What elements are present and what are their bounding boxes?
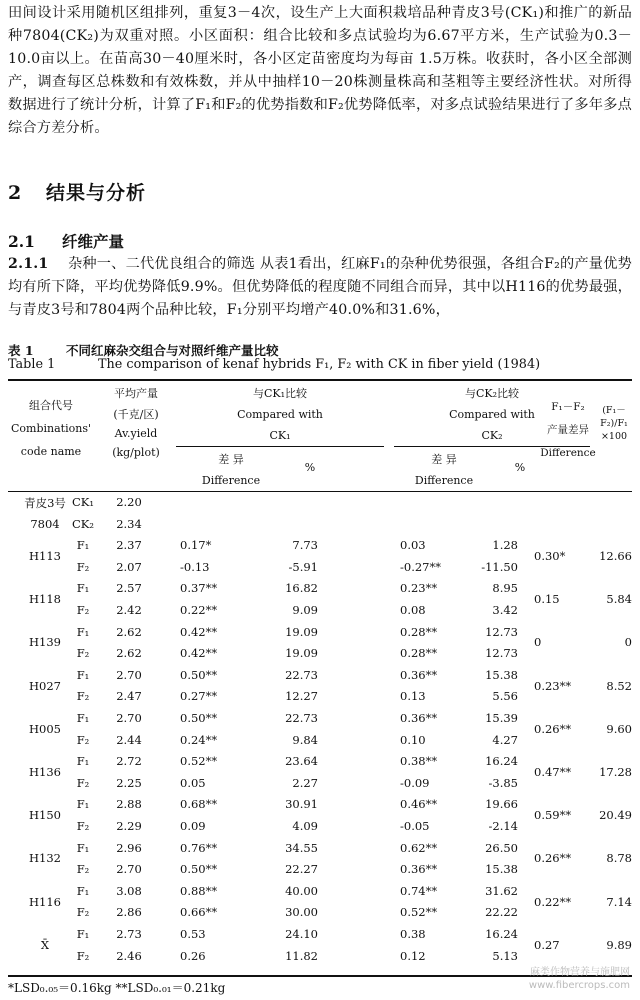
cell-d2: -0.05 — [400, 819, 430, 833]
header-yield — [100, 386, 172, 460]
cell-p2: 12.73 — [485, 624, 518, 639]
cell-d1: 0.42** — [180, 646, 218, 661]
cell-code: X̄ — [40, 937, 50, 952]
results-paragraph-number: 2.1.1 — [8, 256, 49, 272]
cell-yield: 2.70 — [116, 667, 142, 682]
cell-code: H027 — [29, 678, 61, 693]
cell-fd: 0.30* — [534, 549, 566, 563]
table-label-en: Table 1 — [8, 357, 56, 372]
header-ck2-pct: % — [514, 461, 526, 474]
header-ck1-zh: 与CK₁比较 — [252, 387, 308, 400]
cell-fr: 7.14 — [606, 894, 632, 909]
cell-fd: 0.23** — [534, 678, 572, 693]
cell-d2: 0.23** — [400, 581, 438, 596]
cell-d2: 0.46** — [400, 797, 438, 812]
cell-d1: 0.50** — [180, 862, 218, 877]
cell-d1: -0.13 — [180, 559, 210, 574]
cell-yield: 2.44 — [116, 732, 142, 747]
cell-fr: 8.52 — [606, 678, 632, 693]
cell-d2: 0.38 — [400, 927, 426, 941]
cell-d1: 0.37** — [180, 581, 218, 596]
cell-gen: CK₂ — [71, 516, 94, 531]
cell-gen: F₁ — [76, 754, 90, 769]
cell-yield: 2.73 — [116, 927, 142, 941]
header-ck1 — [176, 386, 384, 443]
cell-gen: F₂ — [76, 948, 90, 963]
cell-fr: 9.60 — [606, 721, 632, 736]
cell-p1: 34.55 — [285, 840, 318, 855]
cell-p2: 3.42 — [492, 603, 518, 617]
cell-fd: 0.22** — [534, 894, 572, 909]
header-ck1-diff-zh: 差 异 — [218, 453, 244, 466]
cell-d1: 0.88** — [180, 883, 218, 898]
cell-yield: 2.88 — [116, 797, 142, 812]
table-label-zh: 表 1 — [8, 343, 34, 358]
cell-code: H116 — [29, 894, 61, 909]
cell-yield: 2.70 — [116, 862, 142, 877]
cell-p2: 31.62 — [485, 883, 518, 898]
ck1-header-rule — [176, 446, 384, 447]
cell-d1: 0.05 — [180, 775, 206, 790]
cell-d2: 0.36** — [400, 667, 438, 682]
cell-code: H136 — [29, 765, 61, 779]
cell-code: H005 — [29, 721, 61, 736]
cell-fr: 8.78 — [606, 851, 632, 866]
cell-yield: 2.34 — [116, 516, 142, 531]
cell-p2: 5.56 — [492, 689, 518, 704]
cell-d2: 0.52** — [400, 905, 438, 920]
table-caption-en — [8, 357, 540, 372]
header-ck1-en1: Compared with — [237, 408, 323, 421]
cell-code: H132 — [29, 851, 61, 866]
watermark-line2: www.fibercrops.com — [528, 980, 630, 991]
cell-p1: 22.73 — [285, 711, 318, 725]
cell-d1: 0.50** — [180, 711, 218, 725]
cell-p1: 19.09 — [285, 646, 318, 661]
cell-d2: 0.28** — [400, 624, 438, 639]
header-yield-zh1: 平均产量 — [114, 387, 158, 400]
cell-yield: 2.72 — [116, 754, 142, 769]
cell-gen: F₁ — [76, 840, 90, 855]
cell-d1: 0.27** — [180, 689, 218, 704]
cell-gen: F₁ — [76, 883, 90, 898]
cell-fd: 0.15 — [534, 592, 560, 607]
cell-yield: 2.37 — [116, 538, 142, 553]
cell-yield: 2.62 — [116, 646, 142, 661]
section-title: 结果与分析 — [46, 182, 147, 204]
header-ratio: (F₁－F₂)/F₁ ×100 — [600, 405, 628, 442]
results-paragraph — [8, 253, 632, 322]
cell-p2: 5.13 — [492, 948, 518, 963]
cell-d2: 0.36** — [400, 862, 438, 877]
cell-yield: 2.20 — [116, 495, 142, 509]
cell-d1: 0.24** — [180, 732, 218, 747]
cell-p1: 9.84 — [292, 732, 318, 747]
cell-p2: 8.95 — [492, 581, 518, 596]
cell-gen: F₂ — [76, 646, 90, 661]
header-code-en1: Combinations' — [11, 422, 91, 435]
cell-fd: 0.47** — [534, 765, 572, 779]
cell-p2: -11.50 — [481, 559, 518, 574]
header-f1f2-zh: 产量差异 — [547, 424, 589, 436]
cell-fd: 0.59** — [534, 808, 572, 823]
cell-code: H139 — [29, 635, 61, 650]
cell-p1: 40.00 — [285, 883, 318, 898]
cell-p1: 12.27 — [285, 689, 318, 704]
cell-yield: 2.70 — [116, 711, 142, 725]
cell-p1: 11.82 — [285, 948, 318, 963]
cell-p2: -2.14 — [488, 819, 518, 833]
cell-yield: 2.07 — [116, 559, 142, 574]
cell-p1: 22.27 — [285, 862, 318, 877]
cell-p1: -5.91 — [288, 559, 318, 574]
cell-gen: F₂ — [76, 775, 90, 790]
cell-fr: 17.28 — [599, 765, 632, 779]
cell-p2: -3.85 — [488, 775, 518, 790]
header-code — [8, 398, 94, 459]
cell-yield: 2.96 — [116, 840, 142, 855]
cell-d2: -0.27** — [400, 559, 441, 574]
header-ck2-diff-zh: 差 异 — [431, 453, 457, 466]
cell-d2: 0.62** — [400, 840, 438, 855]
cell-d2: 0.28** — [400, 646, 438, 661]
cell-p1: 16.82 — [285, 581, 318, 596]
cell-gen: F₁ — [76, 667, 90, 682]
cell-gen: F₂ — [76, 862, 90, 877]
cell-gen: F₂ — [76, 905, 90, 920]
header-code-zh: 组合代号 — [29, 399, 73, 412]
cell-fr: 0 — [624, 635, 632, 650]
cell-d1: 0.26 — [180, 948, 206, 963]
cell-d1: 0.17* — [180, 538, 212, 553]
cell-p1: 24.10 — [285, 927, 318, 941]
cell-code: H113 — [29, 549, 61, 563]
cell-p1: 30.00 — [285, 905, 318, 920]
cell-d2: 0.13 — [400, 689, 426, 704]
cell-d1: 0.53 — [180, 927, 206, 941]
cell-d1: 0.66** — [180, 905, 218, 920]
cell-p2: 1.28 — [492, 538, 518, 553]
cell-fd: 0 — [534, 635, 542, 650]
cell-yield: 2.29 — [116, 819, 142, 833]
header-yield-en1: Av.yield — [114, 427, 158, 440]
cell-p2: 12.73 — [485, 646, 518, 661]
cell-d2: 0.74** — [400, 883, 438, 898]
cell-gen: F₁ — [76, 538, 90, 553]
cell-gen: F₂ — [76, 732, 90, 747]
header-ck2-diff-en: Difference — [414, 474, 474, 487]
subsection-heading — [8, 230, 124, 252]
cell-p1: 23.64 — [285, 754, 318, 769]
cell-yield: 2.62 — [116, 624, 142, 639]
cell-yield: 2.57 — [116, 581, 142, 596]
cell-gen: F₁ — [76, 711, 90, 725]
cell-p2: 15.38 — [485, 862, 518, 877]
table-title-en: The comparison of kenaf hybrids F₁, F₂ with CK in fiber yield (1984) — [98, 357, 541, 372]
cell-d2: 0.03 — [400, 538, 426, 553]
cell-p2: 4.27 — [492, 732, 518, 747]
subsection-number: 2.1 — [8, 232, 35, 251]
cell-fr: 12.66 — [599, 549, 632, 563]
cell-code: 7804 — [30, 516, 60, 531]
cell-d1: 0.42** — [180, 624, 218, 639]
cell-code: H118 — [29, 592, 61, 607]
cell-p1: 2.27 — [292, 775, 318, 790]
cell-p1: 4.09 — [292, 819, 318, 833]
cell-d1: 0.52** — [180, 754, 218, 769]
cell-p2: 16.24 — [485, 927, 518, 941]
cell-p2: 22.22 — [485, 905, 518, 920]
cell-d2: 0.38** — [400, 754, 438, 769]
cell-fr: 20.49 — [599, 808, 632, 823]
header-f1f2 — [540, 400, 596, 461]
cell-gen: F₂ — [76, 819, 90, 833]
subsection-title: 纤维产量 — [62, 232, 125, 251]
cell-p1: 19.09 — [285, 624, 318, 639]
cell-yield: 3.08 — [116, 883, 142, 898]
cell-p1: 22.73 — [285, 667, 318, 682]
method-paragraph: 田间设计采用随机区组排列，重复3－4次，设生产上大面积栽培品种青皮3号(CK₁)和推广的新品种7804(CK₂)为双重对照。小区面积：组合比较和多点试验均为6.67平方米，生产试验为0.3－10.0亩以上。在苗高30－40厘米时，各小区定苗密度均为每亩 1.5万株。收获时，各小区全部测产，调查每区总株数和有效株数，并从中抽样10－20株测量株高和茎粗等主要经济性状。对所得数据进行了统计分析，计算了F₁和F₂的优势指数和F₂优势降低率，对多点试验结果进行了多年多点综合方差分析。 — [8, 5, 632, 136]
cell-p2: 16.24 — [485, 754, 518, 769]
cell-yield: 2.46 — [116, 948, 142, 963]
cell-d2: 0.12 — [400, 948, 426, 963]
cell-gen: F₁ — [76, 797, 90, 812]
cell-d2: 0.10 — [400, 732, 426, 747]
cell-p1: 30.91 — [285, 797, 318, 812]
cell-d1: 0.50** — [180, 667, 218, 682]
cell-d2: 0.08 — [400, 603, 426, 617]
cell-d2: 0.36** — [400, 711, 438, 725]
cell-yield: 2.42 — [116, 603, 142, 617]
header-ck1-en2: CK₁ — [269, 429, 291, 442]
header-yield-zh2: (千克/区) — [113, 408, 159, 421]
cell-yield: 2.47 — [116, 689, 142, 704]
table-header-rule — [8, 491, 632, 492]
header-ck2-en1: Compared with — [449, 408, 535, 421]
header-ck2-zh: 与CK₂比较 — [464, 387, 520, 400]
cell-fr: 9.89 — [606, 937, 632, 952]
cell-gen: F₁ — [76, 624, 90, 639]
cell-d1: 0.68** — [180, 797, 218, 812]
cell-p2: 15.38 — [485, 667, 518, 682]
cell-code: H150 — [29, 808, 61, 823]
cell-d2: -0.09 — [400, 775, 430, 790]
cell-yield: 2.86 — [116, 905, 142, 920]
table-footnote: *LSD₀.₀₅＝0.16kg **LSD₀.₀₁＝0.21kg — [8, 981, 226, 995]
section-heading — [8, 178, 146, 205]
cell-gen: F₁ — [76, 927, 90, 941]
header-ck1-diff — [176, 452, 286, 488]
results-paragraph-text: 杂种一、二代优良组合的筛选 从表1看出，红麻F₁的杂种优势很强，各组合F₂的产量优势均有所下降，平均优势降低9.9%。但优势降低的程度随不同组合而异，其中以H116的优势最强，与青皮3号和7804两个品种比较，F₁分别平均增产40.0%和31.6%， — [8, 256, 632, 318]
section-number: 2 — [8, 182, 23, 204]
cell-p2: 15.39 — [485, 711, 518, 725]
header-ck1-pct: % — [304, 461, 316, 474]
cell-d1: 0.09 — [180, 819, 206, 833]
cell-fr: 5.84 — [606, 592, 632, 607]
header-f1f2-en: Difference — [540, 447, 596, 459]
header-code-en2: code name — [20, 445, 82, 458]
header-ck2-en2: CK₂ — [481, 429, 503, 442]
cell-d1: 0.76** — [180, 840, 218, 855]
cell-p2: 26.50 — [485, 840, 518, 855]
cell-d1: 0.22** — [180, 603, 218, 617]
cell-fd: 0.27 — [534, 937, 560, 952]
cell-fd: 0.26** — [534, 851, 572, 866]
cell-gen: F₁ — [76, 581, 90, 596]
site-watermark — [529, 966, 630, 992]
cell-p1: 7.73 — [292, 538, 318, 553]
table-top-rule — [8, 379, 632, 381]
header-yield-en2: (kg/plot) — [112, 446, 160, 459]
cell-yield: 2.25 — [116, 775, 142, 790]
header-ck2-diff — [394, 452, 494, 488]
cell-gen: CK₁ — [71, 495, 94, 509]
cell-p1: 9.09 — [292, 603, 318, 617]
header-f1f2-formula: F₁－F₂ — [551, 401, 585, 413]
table-title-zh: 不同红麻杂交组合与对照纤维产量比较 — [66, 343, 279, 358]
cell-fd: 0.26** — [534, 721, 572, 736]
cell-gen: F₂ — [76, 689, 90, 704]
cell-gen: F₂ — [76, 603, 90, 617]
header-ck1-diff-en: Difference — [201, 474, 261, 487]
cell-p2: 19.66 — [485, 797, 518, 812]
cell-gen: F₂ — [76, 559, 90, 574]
cell-code: 青皮3号 — [24, 496, 66, 510]
watermark-line1: 麻类作物营养与施肥网 — [530, 967, 630, 978]
